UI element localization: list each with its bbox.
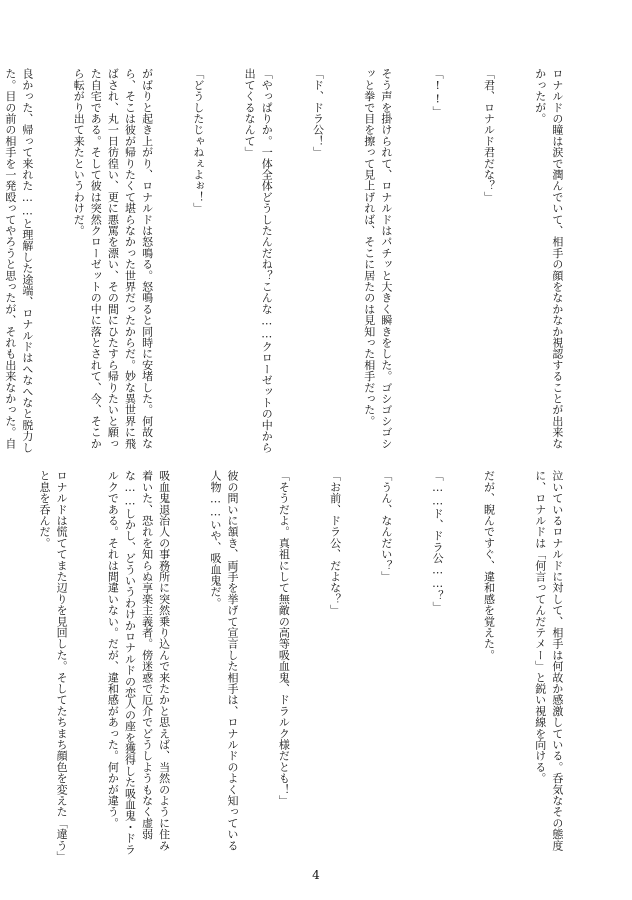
text-block-bottom xyxy=(38,470,600,860)
paragraph: 「!!」 xyxy=(431,68,445,117)
paragraph: がばりと起き上がり、ロナルドは怒鳴る。怒鳴ると同時に安堵した。何故なら、そこは彼が帰りたくて堪らなかった世界だったからだ。妙な異世界に飛ばされ、丸一日彷徨い、更に悪罵を漂い、その間にひたすら帰りたいと願った自宅である。そして彼は突然クローゼットの中に落とされて、今、そこから転がり出て来たというわけだ。 xyxy=(72,68,154,449)
paragraph: 彼の問いに頷き、両手を挙げて宣言した相手は、ロナルドのよく知っている人物……いや、吸血鬼だ。 xyxy=(208,470,240,851)
paragraph: ロナルドは慌ててまた辺りを見回した。そしてたちまち顔色を変えた「違う」と息を呑んだ。 xyxy=(38,470,69,857)
paragraph: 「……ド、ドラ公……？」 xyxy=(431,470,445,613)
paragraph: 「君、ロナルド君だな？」 xyxy=(482,68,496,203)
text-block-top xyxy=(3,68,600,458)
paragraph: 「ド、ドラ公！」 xyxy=(311,68,325,158)
page-number: 4 xyxy=(312,868,320,882)
paragraph: 「どうしたじゃねぇよぉ！」 xyxy=(191,68,205,214)
paragraph: 「そうだよ。真祖にして無敵の高等吸血鬼、ドラルク様だとも！」 xyxy=(277,470,291,806)
paragraph: 泣いているロナルドに対して、相手は何故か感激している。呑気なその態度に、ロナルドは「何言ってんだテメー」と鋭い視線を向ける。 xyxy=(533,470,564,851)
paragraph: だが、睨んですぐ、違和感を覚えた。 xyxy=(482,470,496,661)
paragraph xyxy=(0,470,2,860)
paragraph: 良かった、帰って来れた……と理解した途端、ロナルドはへなへなと脱力した。目の前の相手を一発殴ってやろうと思ったが、それも出来なかった。自 xyxy=(3,68,34,453)
paragraph: ロナルドの瞳は涙で潤んでいて、相手の顔をなかなか視認することが出来なかったが。 xyxy=(533,68,564,449)
paragraph: 「うん、なんだい？」 xyxy=(379,470,393,582)
paragraph: 「お前、ドラ公、だよな？」 xyxy=(328,470,342,616)
paragraph: 「やっぱりか。一体全体どうしたんだね？こんな……クローゼットの中から出てくるなんて」 xyxy=(243,68,274,453)
paragraph: そう声を掛けられて、ロナルドはパチッと大きく瞬きをした。ゴシゴシゴシッと拳で目を擦って見上げれば、そこに居たのは見知った相手だった。 xyxy=(362,68,393,449)
paragraph: 吸血鬼退治人の事務所に突然乗り込んで来たかと思えば、当然のように住み着いた、恐れを知らぬ享楽主義者。傍迷惑で厄介でどうしようもなく虚弱な……しかし、どういうわけかロナルドの恋人の座を獲得した吸血鬼・ドラルクである。それは間違いない。だが、違和感があった。何かが違う。 xyxy=(106,470,171,855)
